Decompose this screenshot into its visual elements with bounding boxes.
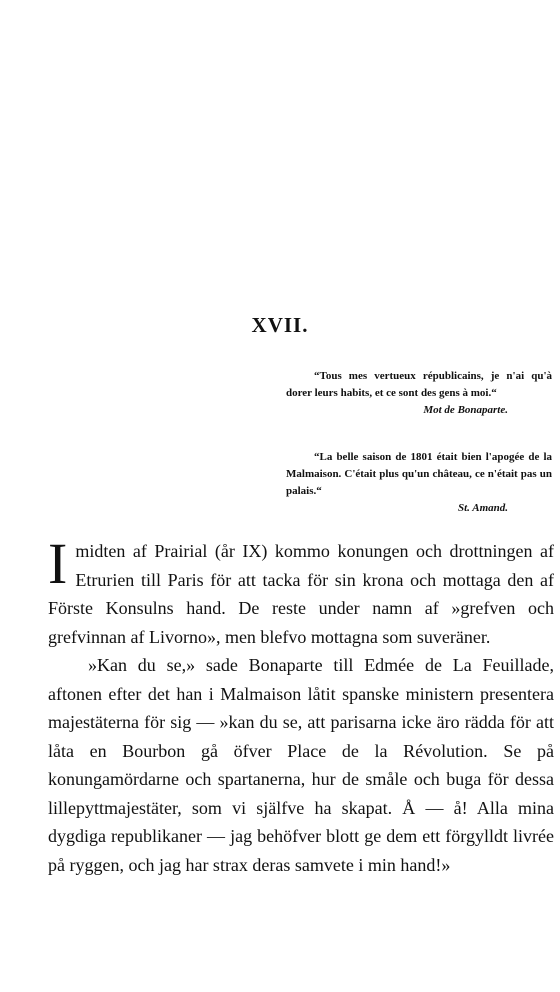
body-paragraph: »Kan du se,» sade Bonaparte till Edmée de La Feuillade, aftonen efter det han i Malmaison låtit spanske ministern presentera majestäterna för sig — »kan du se, att parisarna icke äro rädda för att låta en Bourbon gå öfver Place de la Révolution. Se på konungamördarne och spartanerna, hur de småle och buga för dessa lillepyttmajestäter, som vi själfve ha skapat. Å — å! Alla mina dygdiga republikaner — jag behöfver blott ge dem ett förgylldt livrée på ryggen, och jag har strax deras samvete i min hand!» xyxy=(48,655,554,875)
epigraph-quote: “La belle saison de 1801 était bien l'apogée de la Malmaison. C'était plus qu'un château, ce n'était pas un palais.“ xyxy=(286,451,552,497)
paragraph-text: midten af Prairial (år IX) kommo konungen och drottningen af Etrurien till Paris för att tacka för sin krona och mottaga den af Förste Konsulns hand. De reste under namn af »grefven och grefvinnan af Livorno», men blefvo mottagna som suveräner. xyxy=(48,541,554,647)
body-paragraph xyxy=(48,531,554,651)
chapter-body xyxy=(48,531,554,879)
chapter-number: XVII. xyxy=(251,313,309,337)
epigraph xyxy=(286,368,552,419)
epigraph xyxy=(286,449,552,517)
drop-cap-initial: I xyxy=(48,531,68,596)
epigraph-quote: “Tous mes vertueux républicains, je n'ai qu'à dorer leurs habits, et ce sont des gens à moi.“ xyxy=(286,370,552,399)
epigraph-attribution: St. Amand. xyxy=(457,502,508,514)
epigraph-attribution: Mot de Bonaparte. xyxy=(423,404,508,416)
